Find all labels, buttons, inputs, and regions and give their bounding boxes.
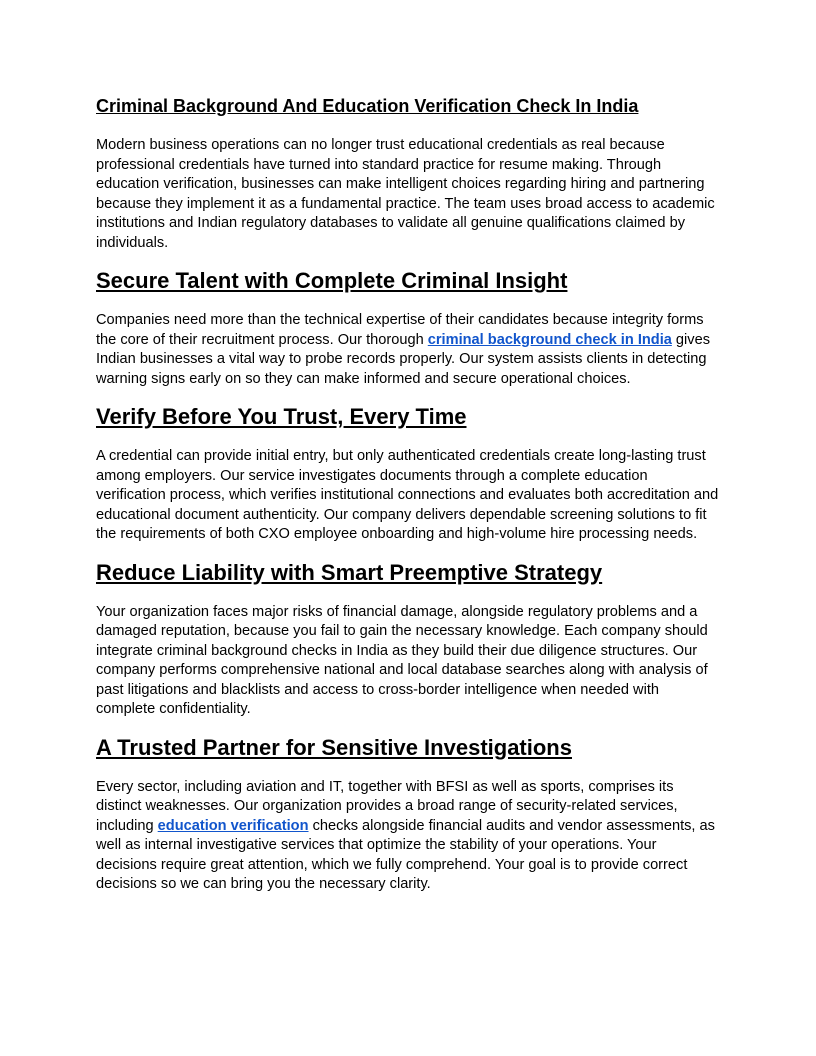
paragraph-text: Companies need more than the technical expertise of their candidates because integrity forms the core of their recruitment process. Our thorough [96, 312, 704, 348]
paragraph-verify-trust: A credential can provide initial entry, but only authenticated credentials create long-lasting trust among employers. Our service investigates documents through a complete education verification process, which verifies institutional connections and evaluates both accreditation and educational document authenticity. Our company delivers dependable screening solutions to fit the requirements of both CXO employee onboarding and high-volume hire processing needs. [96, 448, 719, 542]
heading-trusted-partner: A Trusted Partner for Sensitive Investigations [96, 734, 572, 760]
document-page [96, 94, 720, 909]
paragraph-criminal-insight [96, 311, 720, 389]
criminal-background-check-link[interactable]: criminal background check in India [427, 331, 672, 348]
heading-verify-trust: Verify Before You Trust, Every Time [96, 404, 467, 429]
heading-reduce-liability: Reduce Liability with Smart Preemptive Strategy [96, 559, 603, 585]
paragraph-trusted-partner [96, 778, 720, 895]
heading-criminal-insight: Secure Talent with Complete Criminal Insight [96, 268, 568, 293]
paragraph-text: gives Indian businesses a vital way to probe records properly. Our system assists clients in detecting warning signs early on so they can make informed and secure operational choices. [96, 331, 710, 387]
paragraph-text: Every sector, including aviation and IT, together with BFSI as well as sports, comprises its distinct weaknesses. Our organization provides a broad range of security-related services, including [96, 778, 678, 834]
paragraph-text: checks alongside financial audits and vendor assessments, as well as internal investigative services that optimize the stability of your operations. Your decisions require great attention, which we fully comprehend. Your goal is to provide correct decisions so we can bring you the necessary clarity. [96, 817, 715, 892]
intro-paragraph: Modern business operations can no longer trust educational credentials as real because professional credentials have turned into standard practice for resume making. Through education verification, businesses can make intelligent choices regarding hiring and partnering because they implement it as a fundamental practice. The team uses broad access to academic institutions and Indian regulatory databases to validate all genuine qualifications claimed by individuals. [96, 137, 715, 251]
education-verification-link[interactable]: education verification [157, 817, 309, 834]
document-title: Criminal Background And Education Verification Check In India [96, 96, 639, 116]
paragraph-reduce-liability: Your organization faces major risks of financial damage, alongside regulatory problems and a damaged reputation, because you fail to gain the necessary knowledge. Each company should integrate criminal background checks in India as they build their due diligence structures. Our company performs comprehensive national and local database searches along with analysis of past litigations and blacklists and access to cross-border intelligence when needed with complete confidentiality. [96, 603, 708, 717]
